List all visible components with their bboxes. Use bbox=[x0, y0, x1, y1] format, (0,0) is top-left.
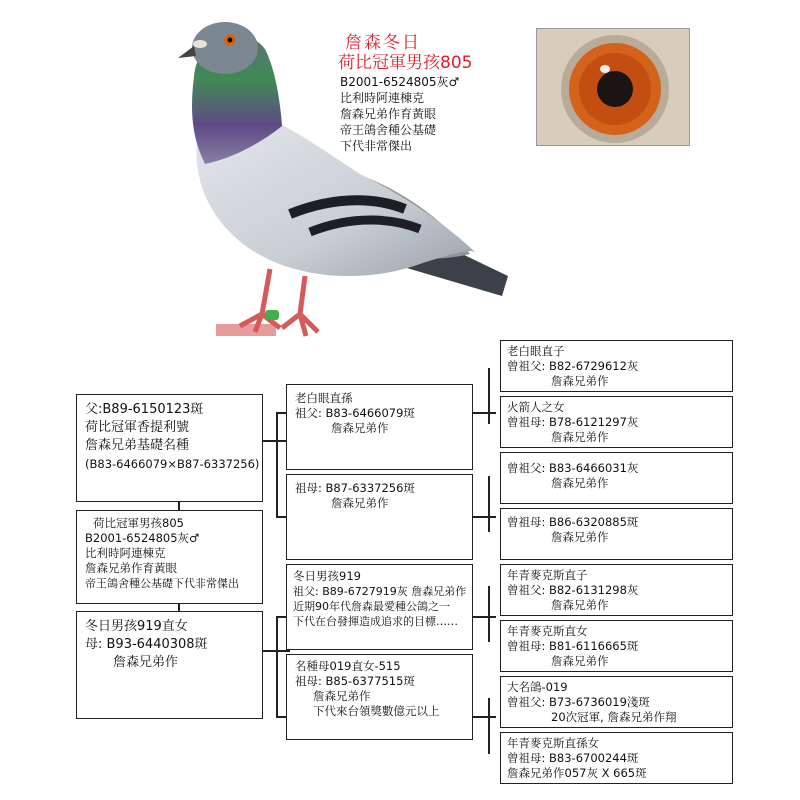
grandparent-line: 祖父: B83-6466079斑 bbox=[295, 406, 415, 420]
grandparent-line: 名種母019直女-515 bbox=[295, 659, 401, 673]
father-box bbox=[76, 394, 263, 502]
header-info-line: 下代非常傑出 bbox=[340, 139, 413, 153]
mother-box bbox=[76, 611, 263, 719]
self-line: 荷比冠軍男孩805 bbox=[93, 516, 184, 530]
great-grandparent-line: 曾祖父: B82-6729612灰 bbox=[507, 359, 639, 373]
great-grandparent-line: 20次冠軍, 詹森兄弟作翔 bbox=[551, 710, 677, 724]
grandparent-box bbox=[286, 654, 473, 740]
grandparent-box bbox=[286, 564, 473, 650]
great-grandparent-line: 詹森兄弟作057灰 X 665斑 bbox=[507, 766, 647, 780]
grandparent-line: 冬日男孩919 bbox=[293, 569, 361, 583]
grandparent-line: 詹森兄弟作 bbox=[331, 496, 389, 510]
grandparent-line: 近期90年代詹森最愛種公鴿之一 bbox=[293, 600, 450, 613]
great-grandparent-line: 曾祖父: B73-6736019淺斑 bbox=[507, 695, 650, 709]
grandparent-line: 詹森兄弟作 bbox=[331, 421, 389, 435]
header-info bbox=[340, 74, 459, 154]
pigeon-title: 荷比冠軍男孩805 bbox=[338, 53, 473, 73]
great-grandparent-box bbox=[500, 396, 733, 448]
great-grandparent-box bbox=[500, 676, 733, 728]
great-grandparent-box bbox=[500, 340, 733, 392]
father-line: (B83-6466079×B87-6337256) bbox=[85, 457, 260, 471]
great-grandparent-line: 年青麥克斯直子 bbox=[507, 568, 588, 582]
father-line: 父:B89-6150123斑 bbox=[85, 402, 204, 417]
great-grandparent-line: 曾祖父: B83-6466031灰 bbox=[507, 461, 639, 475]
self-line: 帝王鴿舍種公基礎下代非常傑出 bbox=[85, 577, 239, 590]
great-grandparent-line: 詹森兄弟作 bbox=[551, 430, 609, 444]
great-grandparent-line: 大名鴿-019 bbox=[507, 680, 568, 694]
self-line: B2001-6524805灰♂ bbox=[85, 531, 200, 545]
mother-line: 詹森兄弟作 bbox=[113, 655, 179, 670]
pigeon-name: 詹森冬日 bbox=[345, 33, 421, 53]
great-grandparent-line: 老白眼直子 bbox=[507, 344, 565, 358]
grandparent-line: 老白眼直孫 bbox=[295, 391, 353, 405]
grandparent-line: 祖父: B89-6727919灰 詹森兄弟作 bbox=[293, 585, 467, 598]
header-info-line: 帝王鴿舍種公基礎 bbox=[340, 123, 437, 137]
mother-line: 母: B93-6440308斑 bbox=[85, 637, 208, 652]
grandparent-box bbox=[286, 474, 473, 560]
header-info-line: 比利時阿連棟克 bbox=[340, 91, 425, 105]
great-grandparent-box bbox=[500, 508, 733, 560]
great-grandparent-line: 曾祖母: B83-6700244斑 bbox=[507, 751, 639, 765]
self-line: 詹森兄弟作育黃眼 bbox=[85, 561, 177, 575]
great-grandparent-box bbox=[500, 564, 733, 616]
great-grandparent-line: 火箭人之女 bbox=[507, 400, 565, 414]
great-grandparent-line: 詹森兄弟作 bbox=[551, 654, 609, 668]
header-info-line: B2001-6524805灰♂ bbox=[340, 75, 460, 89]
header-info-line: 詹森兄弟作育黃眼 bbox=[340, 107, 437, 121]
eye-closeup-photo bbox=[536, 28, 690, 146]
grandparent-line: 下代在台發揮造成追求的目標…… bbox=[293, 615, 458, 628]
father-line: 詹森兄弟基礎名種 bbox=[85, 438, 190, 453]
great-grandparent-line: 曾祖母: B86-6320885斑 bbox=[507, 515, 639, 529]
great-grandparent-box bbox=[500, 452, 733, 504]
grandparent-line: 祖母: B87-6337256斑 bbox=[295, 481, 415, 495]
great-grandparent-line: 年青麥克斯直女 bbox=[507, 624, 588, 638]
grandparent-box bbox=[286, 384, 473, 470]
great-grandparent-box bbox=[500, 732, 733, 784]
grandparent-line: 下代來台領獎數億元以上 bbox=[313, 704, 440, 718]
grandparent-line: 祖母: B85-6377515斑 bbox=[295, 674, 415, 688]
great-grandparent-line: 詹森兄弟作 bbox=[551, 476, 609, 490]
great-grandparent-line: 詹森兄弟作 bbox=[551, 530, 609, 544]
great-grandparent-line: 年青麥克斯直孫女 bbox=[507, 736, 599, 750]
great-grandparent-line: 詹森兄弟作 bbox=[551, 374, 609, 388]
great-grandparent-line: 曾祖母: B81-6116665斑 bbox=[507, 639, 639, 653]
self-box bbox=[76, 510, 263, 604]
grandparent-line: 詹森兄弟作 bbox=[313, 689, 371, 703]
mother-line: 冬日男孩919直女 bbox=[85, 619, 188, 634]
great-grandparent-line: 曾祖父: B82-6131298灰 bbox=[507, 583, 639, 597]
great-grandparent-box bbox=[500, 620, 733, 672]
great-grandparent-line: 詹森兄弟作 bbox=[551, 598, 609, 612]
self-line: 比利時阿連棟克 bbox=[85, 546, 166, 560]
great-grandparent-line: 曾祖母: B78-6121297灰 bbox=[507, 415, 639, 429]
father-line: 荷比冠軍香提利號 bbox=[85, 420, 190, 435]
